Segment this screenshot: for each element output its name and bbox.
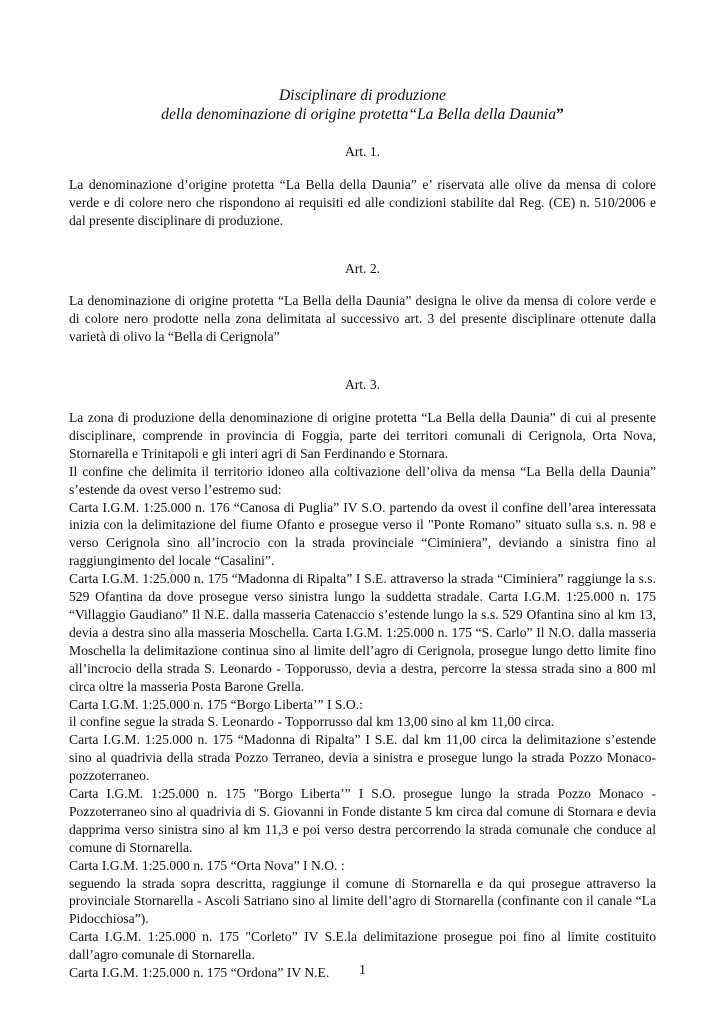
- article-3-paragraph: Carta I.G.M. 1:25.000 n. 175 “Madonna di Ripalta” I S.E. attraverso la strada “Ciminiera” raggiunge la s.s. 529 Ofantina da dove prosegue verso sinistra lungo la suddetta stradale. Carta I.G.M. 1:25.000 n. 175 “Villaggio Gaudiano” Il N.E. dalla masseria Catenaccio s’estende lungo la s.s. 529 Ofantina sino al km 13, devia a destra sino alla masseria Moschella. Carta I.G.M. 1:25.000 n. 175 “S. Carlo” Il N.O. dalla masseria Moschella la delimitazione continua sino al limite dell’agro di Cerignola, prosegue lungo detto limite fino all’incrocio della strada S. Leonardo - Topporusso, devia a destra, percorre la stessa strada sino a 800 ml circa oltre la masseria Posta Barone Grella.: [69, 571, 656, 694]
- title-line-2: [69, 105, 656, 124]
- article-2-body: [69, 292, 656, 346]
- article-3-heading: Art. 3.: [344, 377, 381, 392]
- article-1-body: [69, 176, 656, 230]
- title-line-1: Disciplinare di produzione: [279, 87, 446, 104]
- article-3-paragraph: Carta I.G.M. 1:25.000 n. 176 “Canosa di Puglia” IV S.O. partendo da ovest il confine dell’area interessata inizia con la delimitazione del fiume Ofanto e prosegue verso il "Ponte Romano” situato sulla s.s. n. 98 e verso Cerignola sino all’incrocio con la strada provinciale “Ciminiera”, deviando a sinistra fino al raggiungimento del locale “Casalini”.: [69, 499, 656, 569]
- article-3-paragraph: il confine segue la strada S. Leonardo - Topporrusso dal km 13,00 sino al km 11,00 circa.: [69, 714, 555, 730]
- article-3-paragraph: Carta I.G.M. 1:25.000 n. 175 “Orta Nova” I N.O. :: [69, 857, 345, 873]
- article-3-paragraph: seguendo la strada sopra descritta, raggiunge il comune di Stornarella e da qui prosegue attraverso la provinciale Stornarella - Ascoli Satriano sino al limite dell’agro di Stornarella (confinante con il canale “La Pidocchiosa”).: [69, 875, 656, 927]
- article-3-paragraph: Carta I.G.M. 1:25.000 n. 175 “Madonna di Ripalta” I S.E. dal km 11,00 circa la delimitazione s’estende sino al quadrivia della strada Pozzo Terraneo, devia a sinistra e prosegue lungo la strada Pozzo Monaco-pozzoterraneo.: [69, 732, 656, 784]
- article-2-heading: Art. 2.: [344, 261, 381, 276]
- title-closing-quote: ”: [556, 106, 564, 123]
- document-page: [69, 0, 656, 1024]
- page-number: 1: [359, 963, 366, 978]
- title-line-2-text: della denominazione di origine protetta“La Bella della Daunia: [161, 106, 557, 123]
- document-title: [69, 86, 656, 124]
- article-3-body: [69, 409, 656, 982]
- article-3-paragraph: Carta I.G.M. 1:25.000 n. 175 "Borgo Liberta’” I S.O. prosegue lungo la strada Pozzo Monaco - Pozzoterraneo sino al quadrivia di S. Giovanni in Fonde distante 5 km circa dal comune di Stornara e devia dapprima verso sinistra sino al km 11,3 e poi verso destra percorrendo la strada comunale che conduce al comune di Stornarella.: [69, 786, 656, 855]
- article-2-paragraph: La denominazione di origine protetta “La Bella della Daunia” designa le olive da mensa di colore verde e di colore nero prodotte nella zona delimitata al successivo art. 3 del presente disciplinare ottenute dalla varietà di olivo la “Bella di Cerignola”: [69, 293, 656, 344]
- article-3-paragraph: Carta I.G.M. 1:25.000 n. 175 "Corleto” IV S.E.la delimitazione prosegue poi fino al limite costituito dall’agro comunale di Stornarella.: [69, 929, 656, 963]
- article-3-paragraph: La zona di produzione della denominazione di origine protetta “La Bella della Daunia” di cui al presente disciplinare, comprende in provincia di Foggia, parte dei territori comunali di Cerignola, Orta Nova, Stornarella e Trinitapoli e gli interi agri di San Ferdinando e Stornara.: [69, 410, 656, 461]
- article-3-paragraph: Carta I.G.M. 1:25.000 n. 175 “Borgo Liberta’” I S.O.:: [69, 696, 363, 712]
- article-1-paragraph: La denominazione d’origine protetta “La Bella della Daunia” e’ riservata alle olive da mensa di colore verde e di colore nero che rispondono ai requisiti ed alle condizioni stabilite dal Reg. (CE) n. 510/2006 e dal presente disciplinare di produzione.: [69, 177, 656, 228]
- article-3-paragraph: Il confine che delimita il territorio idoneo alla coltivazione dell’oliva da mensa “La Bella della Daunia” s’estende da ovest verso l’estremo sud:: [69, 463, 656, 497]
- article-1-heading: Art. 1.: [344, 144, 381, 159]
- article-3-paragraph: Carta I.G.M. 1:25.000 n. 175 “Ordona” IV N.E.: [69, 965, 330, 981]
